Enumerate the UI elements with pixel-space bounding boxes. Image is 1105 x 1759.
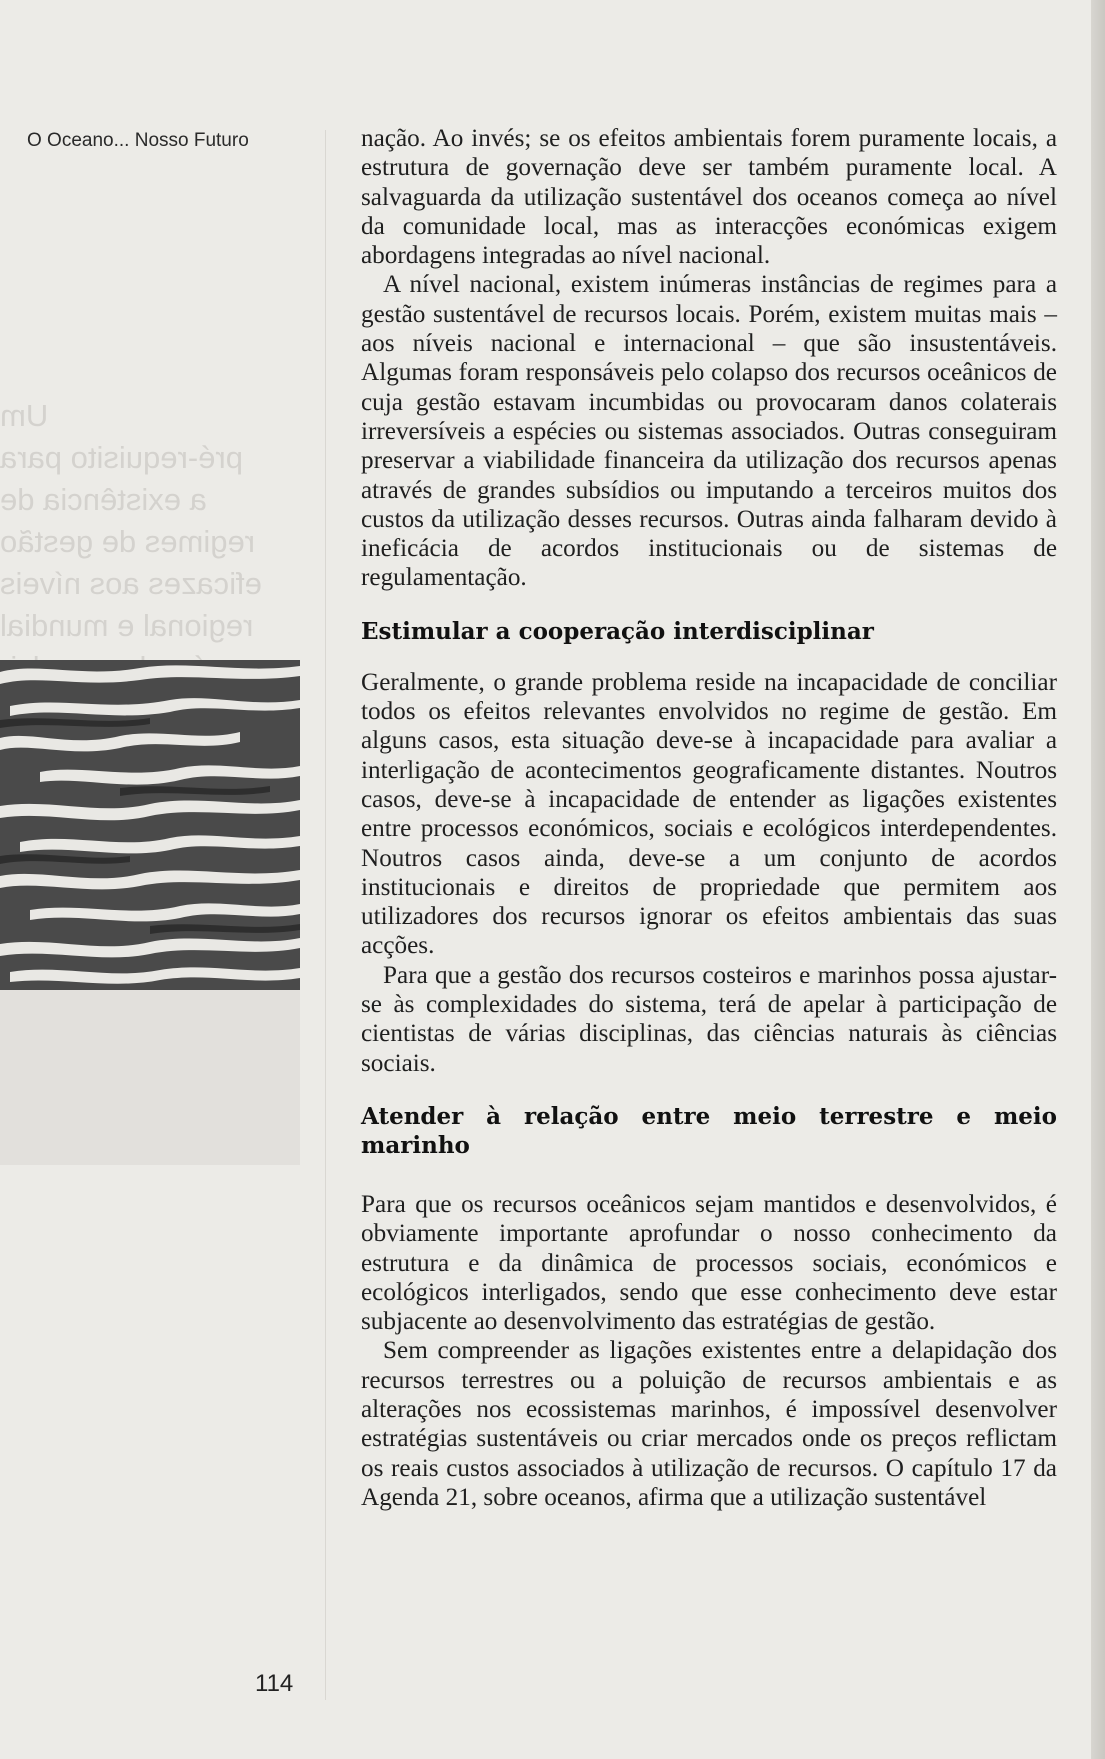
paragraph: Geralmente, o grande problema reside na incapacidade de conciliar todos os efeitos relevantes envolvidos no regime de gestão. Em alguns casos, esta situação deve-se à incapacidade para avaliar a interligação de acontecimentos geograficamente distantes. Noutros casos, deve-se à incapacidade de entender as ligações existentes entre processos económicos, sociais e ecológicos interdependentes. Noutros casos ainda, deve-se a um conjunto de acordos institucionais e direitos de propriedade que permitem aos utilizadores dos recursos ignorar os efeitos ambientais das suas acções. (361, 668, 1057, 960)
show-through-line: a existência de (0, 482, 207, 517)
page-number: 114 (255, 1670, 294, 1697)
show-through-line: pré-requisito para (0, 440, 243, 475)
paragraph: Para que os recursos oceânicos sejam mantidos e desenvolvidos, é obviamente importante aprofundar o nosso conhecimento da estrutura e da dinâmica de processos sociais, económicos e ecológicos interligados, sendo que esse conhecimento deve estar subjacente ao desenvolvimento das estratégias de gestão. (361, 1190, 1057, 1336)
show-through-line: Um (0, 398, 49, 433)
ocean-waves-image (0, 660, 300, 990)
paragraph: Para que a gestão dos recursos costeiros e marinhos possa ajustar-se às complexidades do sistema, terá de apelar à participação de cientistas de várias disciplinas, das ciências naturais às ciências sociais. (361, 961, 1057, 1077)
show-through-text (0, 395, 300, 689)
show-through-line: eficazes aos níveis (0, 566, 262, 601)
section-heading: Atender à relação entre meio terrestre e meio marinho (361, 1102, 1057, 1159)
section-heading: Estimular a cooperação interdisciplinar (361, 617, 874, 645)
body-column (361, 124, 1057, 1512)
column-divider (325, 130, 326, 1700)
paragraph: nação. Ao invés; se os efeitos ambientais forem puramente locais, a estrutura de governação deve ser também puramente local. A salvaguarda da utilização sustentável dos oceanos começa ao nível da comunidade local, mas as interacções económicas exigem abordagens integradas ao nível nacional. (361, 125, 1057, 270)
paragraph: A nível nacional, existem inúmeras instâncias de regimes para a gestão sustentável de recursos locais. Porém, existem muitas mais – aos níveis nacional e internacional – que são insustentáveis. Algumas foram responsáveis pelo colapso dos recursos oceânicos de cuja gestão estavam incumbidas ou provocaram danos colaterais irreversíveis a espécies ou sistemas associados. Outras conseguiram preservar a viabilidade financeira da utilização dos recursos apenas através de grandes subsídios ou imputando a terceiros muitos dos custos da utilização desses recursos. Outras ainda falharam devido à ineficácia de acordos institucionais ou de sistemas de regulamentação. (361, 271, 1057, 592)
page-edge (1091, 0, 1105, 1759)
show-through-line: regional e mundial (0, 608, 254, 643)
running-head: O Oceano... Nosso Futuro (27, 130, 249, 151)
figure-shadow (0, 990, 300, 1165)
paragraph: Sem compreender as ligações existentes entre a delapidação dos recursos terrestres ou a poluição de recursos ambientais e as alterações nos ecossistemas marinhos, é impossível desenvolver estratégias sustentáveis ou criar mercados onde os preços reflictam os reais custos associados à utilização de recursos. O capítulo 17 da Agenda 21, sobre oceanos, afirma que a utilização sustentável (361, 1337, 1057, 1511)
show-through-line: regimes de gestão (0, 524, 256, 559)
